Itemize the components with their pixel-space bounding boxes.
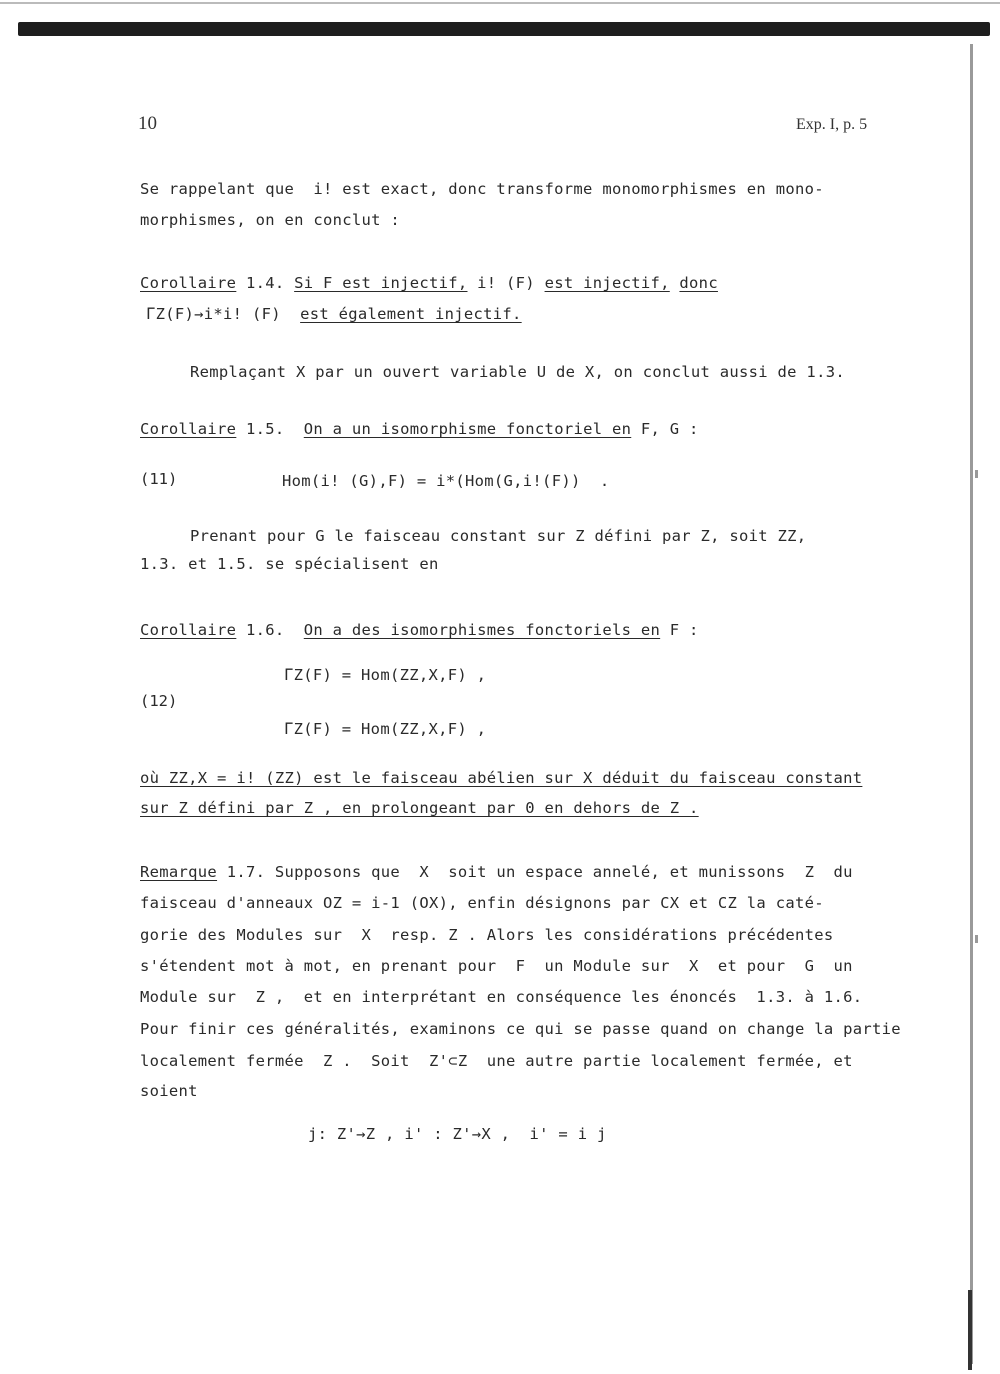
corollary-title: Corollaire bbox=[140, 274, 237, 292]
remark-title: Remarque bbox=[140, 863, 218, 881]
corollary-1-6-explanation-line1: où ZZ,X = i! (ZZ) est le faisceau abélien sur X déduit du faisceau constant bbox=[140, 769, 863, 787]
corollary-1-4-line1 bbox=[140, 274, 718, 292]
corollary-1-5-line bbox=[140, 420, 699, 438]
corollary-1-5-rest: F, G : bbox=[631, 420, 699, 438]
corollary-title: Corollaire bbox=[140, 621, 237, 639]
scan-top-line bbox=[0, 2, 1000, 4]
equation-12b: ΓZ(F) = Hom(ZZ,X,F) , bbox=[284, 720, 487, 738]
para2: Remplaçant X par un ouvert variable U de X, on conclut aussi de 1.3. bbox=[190, 363, 845, 381]
remark-1-7-line3: gorie des Modules sur X resp. Z . Alors les considérations précédentes bbox=[140, 926, 834, 944]
corollary-1-6-rest: F : bbox=[660, 621, 699, 639]
scan-mark bbox=[975, 935, 978, 943]
remark-1-7-text: 1.7. Supposons que X soit un espace annelé, et munissons Z du bbox=[217, 863, 853, 881]
final-equation: j: Z'→Z , i' : Z'→X , i' = i j bbox=[308, 1125, 607, 1143]
equation-label-11: (11) bbox=[140, 470, 178, 488]
corollary-number: 1.4. bbox=[236, 274, 295, 292]
corollary-1-4-text1: Si F est injectif, bbox=[294, 274, 468, 292]
page-number: 10 bbox=[138, 113, 157, 134]
corollary-1-4-formula: ΓZ(F)→i*i! (F) bbox=[146, 305, 281, 323]
corollary-1-6-text: On a des isomorphismes fonctoriels en bbox=[303, 621, 661, 639]
corollary-number: 1.5. bbox=[236, 420, 304, 438]
para3-line2: 1.3. et 1.5. se spécialisent en bbox=[140, 555, 439, 573]
remark-1-7-line1 bbox=[140, 863, 853, 881]
remark-1-7-line6: Pour finir ces généralités, examinons ce qui se passe quand on change la partie bbox=[140, 1020, 901, 1038]
scan-right-edge bbox=[962, 44, 973, 1364]
equation-label-12: (12) bbox=[140, 692, 178, 710]
corollary-1-4-text3: est injectif, bbox=[544, 274, 670, 292]
para1-line2: morphismes, on en conclut : bbox=[140, 211, 401, 229]
corollary-1-6-explanation-line2: sur Z défini par Z , en prolongeant par 0 en dehors de Z . bbox=[140, 799, 699, 817]
corollary-1-4-line2 bbox=[146, 305, 522, 323]
remark-1-7-line2: faisceau d'anneaux OZ = i-1 (OX), enfin désignons par CX et CZ la caté- bbox=[140, 894, 824, 912]
scan-black-bar bbox=[18, 22, 990, 36]
corollary-1-4-conclusion: est également injectif. bbox=[300, 305, 522, 323]
corollary-1-4-text2: i! (F) bbox=[467, 274, 545, 292]
remark-1-7-line7: localement fermée Z . Soit Z'⊂Z une autre partie localement fermée, et bbox=[140, 1052, 853, 1070]
remark-1-7-line8: soient bbox=[140, 1082, 198, 1100]
corollary-1-4-text4: donc bbox=[679, 274, 718, 292]
remark-1-7-line5: Module sur Z , et en interprétant en conséquence les énoncés 1.3. à 1.6. bbox=[140, 988, 863, 1006]
corollary-number: 1.6. bbox=[236, 621, 304, 639]
corollary-1-6-line bbox=[140, 621, 699, 639]
corollary-1-5-text: On a un isomorphisme fonctoriel en bbox=[303, 420, 632, 438]
scan-right-edge-shadow bbox=[968, 1290, 972, 1370]
equation-12a: ΓZ(F) = Hom(ZZ,X,F) , bbox=[284, 666, 487, 684]
corollary-title: Corollaire bbox=[140, 420, 237, 438]
header-reference: Exp. I, p. 5 bbox=[796, 116, 868, 133]
remark-1-7-line4: s'étendent mot à mot, en prenant pour F un Module sur X et pour G un bbox=[140, 957, 853, 975]
para1-line1: Se rappelant que i! est exact, donc transforme monomorphismes en mono- bbox=[140, 180, 824, 198]
equation-11: Hom(i! (G),F) = i*(Hom(G,i!(F)) . bbox=[282, 472, 610, 490]
scan-mark bbox=[975, 470, 978, 478]
para3-line1: Prenant pour G le faisceau constant sur Z défini par Z, soit ZZ, bbox=[190, 527, 807, 545]
